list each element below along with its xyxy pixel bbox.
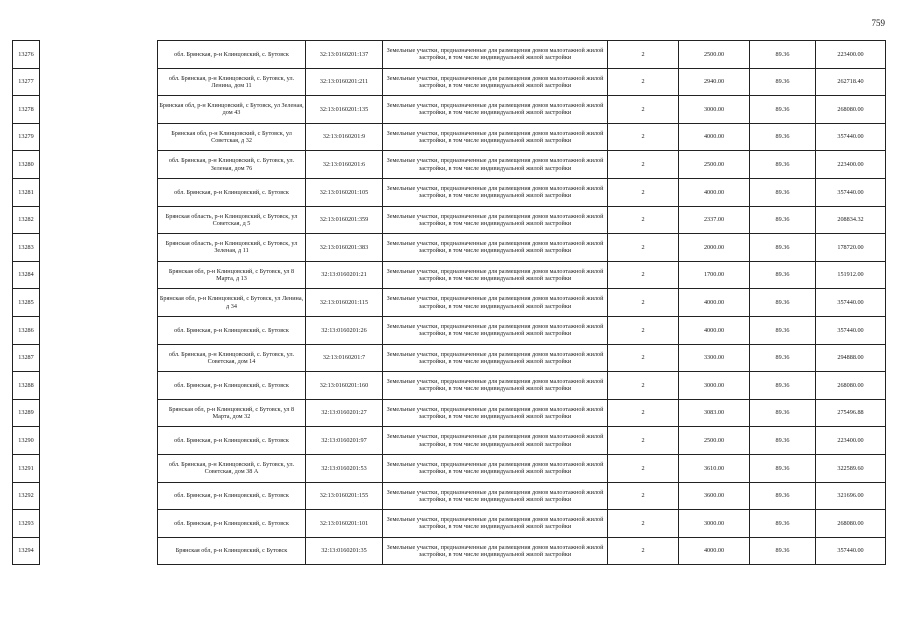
row-number: 13291 bbox=[13, 454, 40, 482]
group-cell: 2 bbox=[608, 261, 679, 289]
area-cell: 4000.00 bbox=[679, 123, 750, 151]
group-cell: 2 bbox=[608, 482, 679, 510]
row-number: 13287 bbox=[13, 344, 40, 372]
table-row bbox=[13, 372, 886, 400]
spacer-cell bbox=[40, 261, 158, 289]
area-cell: 1700.00 bbox=[679, 261, 750, 289]
spacer-cell bbox=[40, 178, 158, 206]
table-row bbox=[13, 206, 886, 234]
area-cell: 2940.00 bbox=[679, 68, 750, 96]
cadastral-value-cell: 223400.00 bbox=[816, 41, 886, 69]
address-cell: обл. Брянская, р-н Клинцовский, с. Бутовск bbox=[158, 482, 306, 510]
address-cell: обл. Брянская, р-н Клинцовский, с. Бутовск bbox=[158, 372, 306, 400]
table-row bbox=[13, 234, 886, 262]
table-row bbox=[13, 96, 886, 124]
address-cell: обл. Брянская, р-н Клинцовский, с. Бутовск bbox=[158, 316, 306, 344]
specific-value-cell: 89.36 bbox=[750, 206, 816, 234]
address-cell: обл. Брянская, р-н Клинцовский, с. Бутовск bbox=[158, 510, 306, 538]
group-cell: 2 bbox=[608, 96, 679, 124]
spacer-cell bbox=[40, 289, 158, 317]
cadastral-number-cell: 32:13:0160201:383 bbox=[306, 234, 383, 262]
cadastral-number-cell: 32:13:0160201:155 bbox=[306, 482, 383, 510]
page-number: 759 bbox=[871, 18, 885, 28]
table-row bbox=[13, 482, 886, 510]
cadastral-number-cell: 32:13:0160201:211 bbox=[306, 68, 383, 96]
cadastral-value-cell: 357440.00 bbox=[816, 537, 886, 565]
land-use-cell: Земельные участки, предназначенные для размещения домов малоэтажной жилой застройки, в том числе индивидуальной жилой застройки bbox=[383, 372, 608, 400]
land-use-cell: Земельные участки, предназначенные для размещения домов малоэтажной жилой застройки, в том числе индивидуальной жилой застройки bbox=[383, 316, 608, 344]
address-cell: Брянская обл, р-н Клинцовский, с Бутовск, ул Ленина, д 34 bbox=[158, 289, 306, 317]
land-use-cell: Земельные участки, предназначенные для размещения домов малоэтажной жилой застройки, в том числе индивидуальной жилой застройки bbox=[383, 178, 608, 206]
land-use-cell: Земельные участки, предназначенные для размещения домов малоэтажной жилой застройки, в том числе индивидуальной жилой застройки bbox=[383, 482, 608, 510]
area-cell: 3000.00 bbox=[679, 510, 750, 538]
address-cell: обл. Брянская, р-н Клинцовский, с. Бутовск bbox=[158, 41, 306, 69]
cadastral-value-cell: 223400.00 bbox=[816, 427, 886, 455]
group-cell: 2 bbox=[608, 123, 679, 151]
area-cell: 3000.00 bbox=[679, 96, 750, 124]
land-use-cell: Земельные участки, предназначенные для размещения домов малоэтажной жилой застройки, в том числе индивидуальной жилой застройки bbox=[383, 151, 608, 179]
cadastral-number-cell: 32:13:0160201:101 bbox=[306, 510, 383, 538]
area-cell: 4000.00 bbox=[679, 289, 750, 317]
area-cell: 3610.00 bbox=[679, 454, 750, 482]
cadastral-value-cell: 268080.00 bbox=[816, 96, 886, 124]
table-row bbox=[13, 68, 886, 96]
address-cell: Брянская область, р-н Клинцовский, с Бутовск, ул Советская, д 5 bbox=[158, 206, 306, 234]
row-number: 13293 bbox=[13, 510, 40, 538]
land-use-cell: Земельные участки, предназначенные для размещения домов малоэтажной жилой застройки, в том числе индивидуальной жилой застройки bbox=[383, 510, 608, 538]
cadastral-number-cell: 32:13:0160201:7 bbox=[306, 344, 383, 372]
land-use-cell: Земельные участки, предназначенные для размещения домов малоэтажной жилой застройки, в том числе индивидуальной жилой застройки bbox=[383, 68, 608, 96]
group-cell: 2 bbox=[608, 289, 679, 317]
address-cell: Брянская обл, р-н Клинцовский, с Бутовск bbox=[158, 537, 306, 565]
table-row bbox=[13, 510, 886, 538]
table-row bbox=[13, 151, 886, 179]
row-number: 13289 bbox=[13, 399, 40, 427]
cadastral-number-cell: 32:13:0160201:137 bbox=[306, 41, 383, 69]
specific-value-cell: 89.36 bbox=[750, 427, 816, 455]
group-cell: 2 bbox=[608, 399, 679, 427]
group-cell: 2 bbox=[608, 68, 679, 96]
cadastral-number-cell: 32:13:0160201:27 bbox=[306, 399, 383, 427]
spacer-cell bbox=[40, 151, 158, 179]
specific-value-cell: 89.36 bbox=[750, 482, 816, 510]
specific-value-cell: 89.36 bbox=[750, 234, 816, 262]
spacer-cell bbox=[40, 454, 158, 482]
specific-value-cell: 89.36 bbox=[750, 178, 816, 206]
spacer-cell bbox=[40, 68, 158, 96]
area-cell: 2500.00 bbox=[679, 427, 750, 455]
land-use-cell: Земельные участки, предназначенные для размещения домов малоэтажной жилой застройки, в том числе индивидуальной жилой застройки bbox=[383, 344, 608, 372]
cadastral-value-table bbox=[12, 40, 886, 565]
row-number: 13279 bbox=[13, 123, 40, 151]
address-cell: Брянская обл, р-н Клинцовский, с Бутовск, ул Зеленая, дом 43 bbox=[158, 96, 306, 124]
cadastral-number-cell: 32:13:0160201:97 bbox=[306, 427, 383, 455]
land-use-cell: Земельные участки, предназначенные для размещения домов малоэтажной жилой застройки, в том числе индивидуальной жилой застройки bbox=[383, 289, 608, 317]
row-number: 13277 bbox=[13, 68, 40, 96]
cadastral-value-cell: 268080.00 bbox=[816, 372, 886, 400]
land-use-cell: Земельные участки, предназначенные для размещения домов малоэтажной жилой застройки, в том числе индивидуальной жилой застройки bbox=[383, 96, 608, 124]
cadastral-value-cell: 357440.00 bbox=[816, 316, 886, 344]
land-use-cell: Земельные участки, предназначенные для размещения домов малоэтажной жилой застройки, в том числе индивидуальной жилой застройки bbox=[383, 41, 608, 69]
cadastral-value-cell: 357440.00 bbox=[816, 289, 886, 317]
area-cell: 2500.00 bbox=[679, 151, 750, 179]
group-cell: 2 bbox=[608, 454, 679, 482]
row-number: 13285 bbox=[13, 289, 40, 317]
group-cell: 2 bbox=[608, 427, 679, 455]
address-cell: обл. Брянская, р-н Клинцовский, с. Бутовск, ул. Советская, дом 14 bbox=[158, 344, 306, 372]
address-cell: обл. Брянская, р-н Клинцовский, с. Бутовск, ул. Ленина, дом 11 bbox=[158, 68, 306, 96]
table-row bbox=[13, 261, 886, 289]
spacer-cell bbox=[40, 316, 158, 344]
cadastral-number-cell: 32:13:0160201:21 bbox=[306, 261, 383, 289]
table-row bbox=[13, 537, 886, 565]
group-cell: 2 bbox=[608, 537, 679, 565]
spacer-cell bbox=[40, 41, 158, 69]
address-cell: обл. Брянская, р-н Клинцовский, с. Бутовск, ул. Советская, дом 38 А bbox=[158, 454, 306, 482]
area-cell: 3083.00 bbox=[679, 399, 750, 427]
table-row bbox=[13, 454, 886, 482]
area-cell: 4000.00 bbox=[679, 537, 750, 565]
table-body bbox=[13, 41, 886, 565]
group-cell: 2 bbox=[608, 178, 679, 206]
cadastral-value-cell: 223400.00 bbox=[816, 151, 886, 179]
cadastral-value-cell: 357440.00 bbox=[816, 123, 886, 151]
specific-value-cell: 89.36 bbox=[750, 510, 816, 538]
table-row bbox=[13, 427, 886, 455]
spacer-cell bbox=[40, 510, 158, 538]
cadastral-value-cell: 322589.60 bbox=[816, 454, 886, 482]
table-row bbox=[13, 123, 886, 151]
spacer-cell bbox=[40, 427, 158, 455]
table-row bbox=[13, 399, 886, 427]
row-number: 13286 bbox=[13, 316, 40, 344]
area-cell: 3600.00 bbox=[679, 482, 750, 510]
row-number: 13284 bbox=[13, 261, 40, 289]
specific-value-cell: 89.36 bbox=[750, 289, 816, 317]
specific-value-cell: 89.36 bbox=[750, 344, 816, 372]
area-cell: 3000.00 bbox=[679, 372, 750, 400]
specific-value-cell: 89.36 bbox=[750, 399, 816, 427]
area-cell: 2000.00 bbox=[679, 234, 750, 262]
spacer-cell bbox=[40, 206, 158, 234]
address-cell: обл. Брянская, р-н Клинцовский, с. Бутовск bbox=[158, 178, 306, 206]
cadastral-value-cell: 357440.00 bbox=[816, 178, 886, 206]
spacer-cell bbox=[40, 372, 158, 400]
address-cell: Брянская область, р-н Клинцовский, с Бутовск, ул Зеленая, д 11 bbox=[158, 234, 306, 262]
cadastral-value-cell: 262718.40 bbox=[816, 68, 886, 96]
row-number: 13294 bbox=[13, 537, 40, 565]
area-cell: 4000.00 bbox=[679, 316, 750, 344]
address-cell: обл. Брянская, р-н Клинцовский, с. Бутовск, ул. Зеленая, дом 76 bbox=[158, 151, 306, 179]
table-row bbox=[13, 41, 886, 69]
address-cell: Брянская обл, р-н Клинцовский, с Бутовск, ул Советская, д 32 bbox=[158, 123, 306, 151]
land-use-cell: Земельные участки, предназначенные для размещения домов малоэтажной жилой застройки, в том числе индивидуальной жилой застройки bbox=[383, 123, 608, 151]
row-number: 13290 bbox=[13, 427, 40, 455]
cadastral-number-cell: 32:13:0160201:359 bbox=[306, 206, 383, 234]
land-use-cell: Земельные участки, предназначенные для размещения домов малоэтажной жилой застройки, в том числе индивидуальной жилой застройки bbox=[383, 454, 608, 482]
area-cell: 3300.00 bbox=[679, 344, 750, 372]
area-cell: 4000.00 bbox=[679, 178, 750, 206]
table-row bbox=[13, 178, 886, 206]
specific-value-cell: 89.36 bbox=[750, 123, 816, 151]
cadastral-number-cell: 32:13:0160201:6 bbox=[306, 151, 383, 179]
cadastral-value-cell: 294888.00 bbox=[816, 344, 886, 372]
row-number: 13280 bbox=[13, 151, 40, 179]
spacer-cell bbox=[40, 344, 158, 372]
area-cell: 2500.00 bbox=[679, 41, 750, 69]
cadastral-number-cell: 32:13:0160201:35 bbox=[306, 537, 383, 565]
spacer-cell bbox=[40, 399, 158, 427]
address-cell: обл. Брянская, р-н Клинцовский, с. Бутовск bbox=[158, 427, 306, 455]
land-use-cell: Земельные участки, предназначенные для размещения домов малоэтажной жилой застройки, в том числе индивидуальной жилой застройки bbox=[383, 537, 608, 565]
spacer-cell bbox=[40, 96, 158, 124]
spacer-cell bbox=[40, 537, 158, 565]
land-use-cell: Земельные участки, предназначенные для размещения домов малоэтажной жилой застройки, в том числе индивидуальной жилой застройки bbox=[383, 261, 608, 289]
specific-value-cell: 89.36 bbox=[750, 316, 816, 344]
group-cell: 2 bbox=[608, 151, 679, 179]
group-cell: 2 bbox=[608, 510, 679, 538]
row-number: 13282 bbox=[13, 206, 40, 234]
area-cell: 2337.00 bbox=[679, 206, 750, 234]
cadastral-number-cell: 32:13:0160201:105 bbox=[306, 178, 383, 206]
table-row bbox=[13, 289, 886, 317]
group-cell: 2 bbox=[608, 316, 679, 344]
group-cell: 2 bbox=[608, 41, 679, 69]
cadastral-number-cell: 32:13:0160201:115 bbox=[306, 289, 383, 317]
row-number: 13281 bbox=[13, 178, 40, 206]
group-cell: 2 bbox=[608, 344, 679, 372]
row-number: 13288 bbox=[13, 372, 40, 400]
cadastral-value-cell: 208834.32 bbox=[816, 206, 886, 234]
cadastral-value-cell: 268080.00 bbox=[816, 510, 886, 538]
cadastral-number-cell: 32:13:0160201:160 bbox=[306, 372, 383, 400]
cadastral-value-cell: 178720.00 bbox=[816, 234, 886, 262]
cadastral-value-cell: 321696.00 bbox=[816, 482, 886, 510]
cadastral-number-cell: 32:13:0160201:53 bbox=[306, 454, 383, 482]
cadastral-value-cell: 151912.00 bbox=[816, 261, 886, 289]
cadastral-number-cell: 32:13:0160201:9 bbox=[306, 123, 383, 151]
specific-value-cell: 89.36 bbox=[750, 41, 816, 69]
group-cell: 2 bbox=[608, 372, 679, 400]
table-row bbox=[13, 344, 886, 372]
specific-value-cell: 89.36 bbox=[750, 261, 816, 289]
group-cell: 2 bbox=[608, 234, 679, 262]
specific-value-cell: 89.36 bbox=[750, 151, 816, 179]
land-use-cell: Земельные участки, предназначенные для размещения домов малоэтажной жилой застройки, в том числе индивидуальной жилой застройки bbox=[383, 399, 608, 427]
row-number: 13276 bbox=[13, 41, 40, 69]
cadastral-number-cell: 32:13:0160201:135 bbox=[306, 96, 383, 124]
address-cell: Брянская обл, р-н Клинцовский, с Бутовск, ул 8 Марта, д 13 bbox=[158, 261, 306, 289]
cadastral-value-cell: 275496.88 bbox=[816, 399, 886, 427]
row-number: 13278 bbox=[13, 96, 40, 124]
cadastral-number-cell: 32:13:0160201:26 bbox=[306, 316, 383, 344]
group-cell: 2 bbox=[608, 206, 679, 234]
spacer-cell bbox=[40, 482, 158, 510]
specific-value-cell: 89.36 bbox=[750, 96, 816, 124]
land-use-cell: Земельные участки, предназначенные для размещения домов малоэтажной жилой застройки, в том числе индивидуальной жилой застройки bbox=[383, 234, 608, 262]
specific-value-cell: 89.36 bbox=[750, 537, 816, 565]
specific-value-cell: 89.36 bbox=[750, 68, 816, 96]
spacer-cell bbox=[40, 234, 158, 262]
specific-value-cell: 89.36 bbox=[750, 454, 816, 482]
land-use-cell: Земельные участки, предназначенные для размещения домов малоэтажной жилой застройки, в том числе индивидуальной жилой застройки bbox=[383, 206, 608, 234]
spacer-cell bbox=[40, 123, 158, 151]
row-number: 13292 bbox=[13, 482, 40, 510]
address-cell: Брянская обл, р-н Клинцовский, с Бутовск, ул 8 Марта, дом 32 bbox=[158, 399, 306, 427]
table-row bbox=[13, 316, 886, 344]
specific-value-cell: 89.36 bbox=[750, 372, 816, 400]
row-number: 13283 bbox=[13, 234, 40, 262]
land-use-cell: Земельные участки, предназначенные для размещения домов малоэтажной жилой застройки, в том числе индивидуальной жилой застройки bbox=[383, 427, 608, 455]
